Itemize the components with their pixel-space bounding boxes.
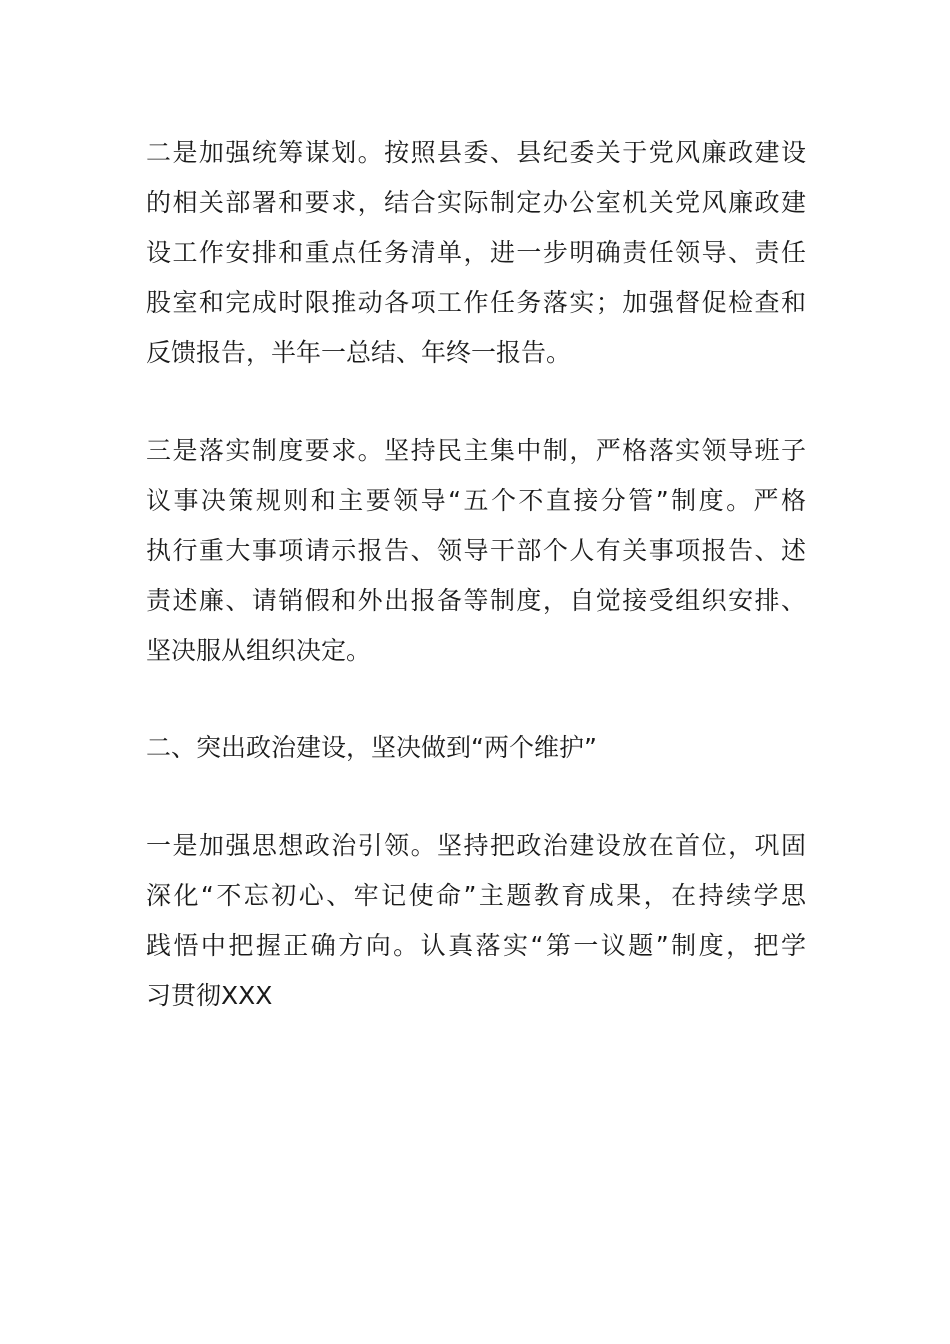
paragraph-1-line-1: 二是加强统筹谋划。按照县委、县纪委关于党风廉政建设 [146,138,806,167]
paragraph-1-line-4: 股室和完成时限推动各项工作任务落实；加强督促检查和 [146,288,806,317]
paragraph-2-line-5: 坚决服从组织决定。 [146,636,372,665]
section-heading: 二、突出政治建设，坚决做到“两个维护” [146,733,597,762]
paragraph-1-line-2: 的相关部署和要求，结合实际制定办公室机关党风廉政建 [146,188,806,217]
paragraph-2-line-1: 三是落实制度要求。坚持民主集中制，严格落实领导班子 [146,436,806,465]
paragraph-1-line-5: 反馈报告，半年一总结、年终一报告。 [146,338,572,367]
paragraph-2-line-3: 执行重大事项请示报告、领导干部个人有关事项报告、述 [146,536,806,565]
paragraph-3-line-4: 习贯彻XXX [146,981,273,1010]
paragraph-3-line-3: 践悟中把握正确方向。认真落实“第一议题”制度，把学 [146,931,806,960]
paragraph-3-line-1: 一是加强思想政治引领。坚持把政治建设放在首位，巩固 [146,831,806,860]
paragraph-2-line-2: 议事决策规则和主要领导“五个不直接分管”制度。严格 [146,486,806,515]
paragraph-2-line-4: 责述廉、请销假和外出报备等制度，自觉接受组织安排、 [146,586,806,615]
paragraph-1-line-3: 设工作安排和重点任务清单，进一步明确责任领导、责任 [146,238,806,267]
paragraph-3-line-2: 深化“不忘初心、牢记使命”主题教育成果，在持续学思 [146,881,806,910]
